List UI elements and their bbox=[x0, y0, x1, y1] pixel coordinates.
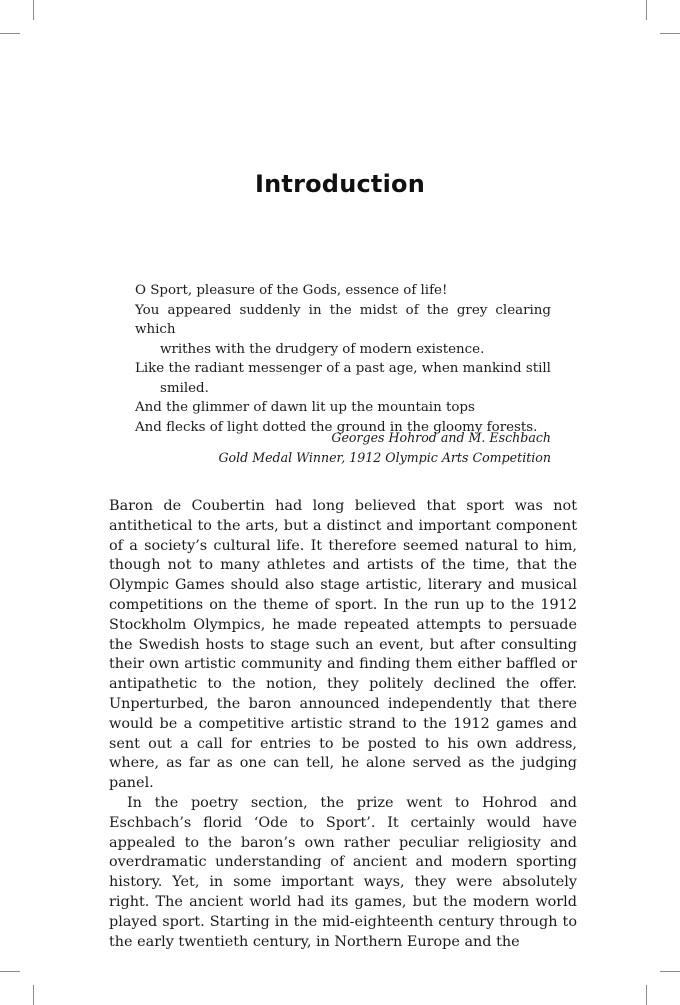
crop-mark-top-left-horizontal bbox=[0, 33, 20, 34]
crop-mark-bottom-right-vertical bbox=[646, 985, 647, 1005]
crop-mark-bottom-left-vertical bbox=[33, 985, 34, 1005]
poem-line: And the glimmer of dawn lit up the mountain tops bbox=[135, 400, 475, 415]
crop-mark-bottom-left-horizontal bbox=[0, 971, 20, 972]
crop-mark-top-right-horizontal bbox=[660, 33, 680, 34]
poem-line-continuation: writhes with the drudgery of modern existence. bbox=[160, 341, 485, 357]
crop-mark-top-right-vertical bbox=[646, 0, 647, 20]
body-text bbox=[109, 497, 577, 952]
chapter-title: Introduction bbox=[255, 170, 425, 198]
poem-line: O Sport, pleasure of the Gods, essence of life! bbox=[135, 283, 448, 298]
poem-line: And flecks of light dotted the ground in the gloomy forests. bbox=[135, 419, 538, 435]
body-paragraph: Baron de Coubertin had long believed that sport was not antithetical to the arts, but a distinct and important component of a society’s cultural life. It therefore seemed natural to him, though not to many athletes and artists of the time, that the Olympic Games should also stage artistic, literary and musical competitions on the theme of sport. In the run up to the 1912 Stockholm Olympics, he made repeated attempts to persuade the Swedish hosts to stage such an event, but after consulting their own artistic community and finding them either baffled or antipathetic to the notion, they politely declined the offer. Unperturbed, the baron announced independently that there would be a competitive artistic strand to the 1912 games and sent out a call for entries to be posted to his own address, where, as far as one can tell, he alone served as the judging panel. bbox=[109, 498, 577, 792]
poem-line: Like the radiant messenger of a past age, when mankind still bbox=[135, 361, 551, 376]
epigraph-poem bbox=[135, 281, 551, 437]
epigraph-author: Georges Hohrod and M. Eschbach bbox=[331, 430, 551, 445]
epigraph-attribution bbox=[135, 428, 551, 467]
crop-mark-bottom-right-horizontal bbox=[660, 971, 680, 972]
poem-line-continuation: smiled. bbox=[160, 380, 209, 396]
crop-mark-top-left-vertical bbox=[33, 0, 34, 20]
poem-line: You appeared suddenly in the midst of the grey clearing which bbox=[135, 302, 551, 337]
epigraph-credit: Gold Medal Winner, 1912 Olympic Arts Competition bbox=[218, 449, 551, 465]
body-paragraph: In the poetry section, the prize went to Hohrod and Eschbach’s florid ‘Ode to Sport’. It certainly would have appealed to the baron’s own rather peculiar religiosity and overdramatic understanding of ancient and modern sporting history. Yet, in some important ways, they were absolutely right. The ancient world had its games, but the modern world played sport. Starting in the mid-eighteenth century through to the early twentieth century, in Northern Europe and the bbox=[109, 794, 577, 950]
